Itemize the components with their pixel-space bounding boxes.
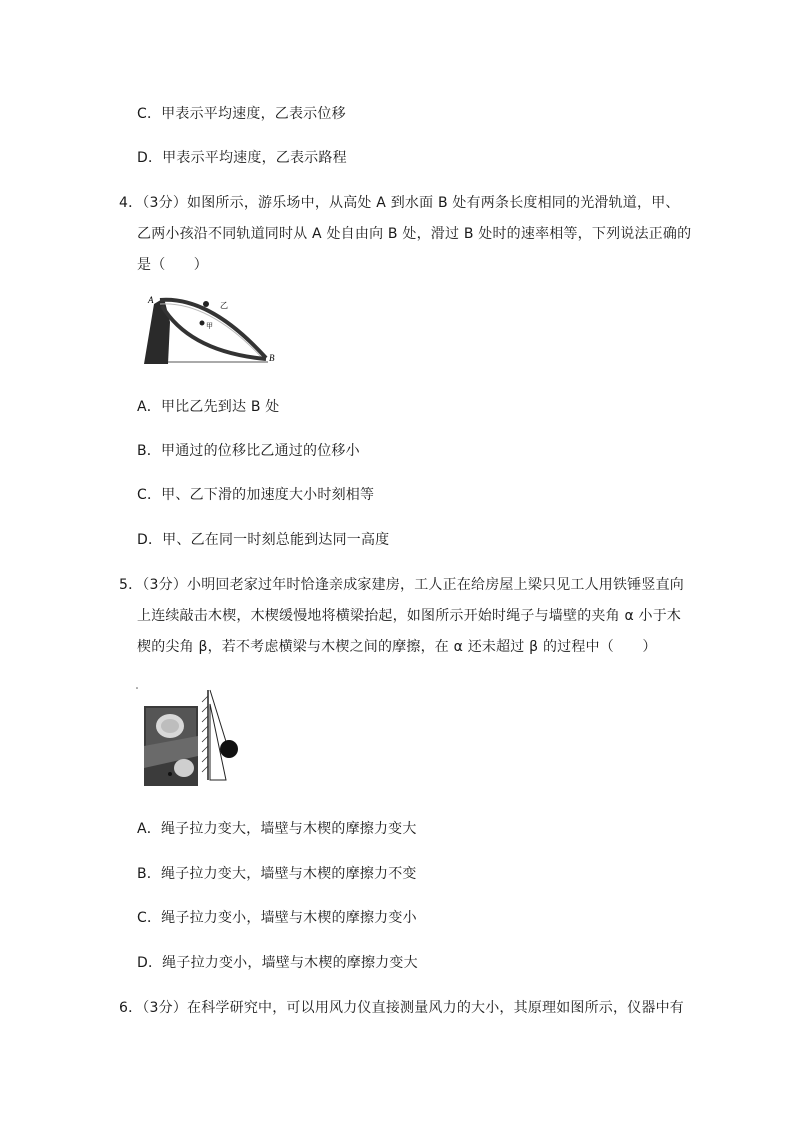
kid-upper xyxy=(203,301,209,307)
q4-stem-line-1: 4．（3分）如图所示，游乐场中，从高处 A 到水面 B 处有两条长度相同的光滑轨道，甲、 xyxy=(119,195,680,211)
kid-lower xyxy=(200,321,205,326)
q4-option-b: B．甲通过的位移比乙通过的位移小 xyxy=(137,443,360,459)
beam-circle xyxy=(220,740,238,758)
q4-option-d: D．甲、乙在同一时刻总能到达同一高度 xyxy=(137,532,390,548)
q5-option-a: A．绳子拉力变大，墙壁与木楔的摩擦力变大 xyxy=(137,821,417,837)
label-b: B xyxy=(269,353,275,363)
q3-option-d: D．甲表示平均速度，乙表示路程 xyxy=(137,150,347,166)
q6-stem-line-1: 6．（3分）在科学研究中，可以用风力仪直接测量风力的大小，其原理如图所示，仪器中有 xyxy=(119,1000,685,1016)
label-a: A xyxy=(148,295,154,305)
q3-option-c: C．甲表示平均速度，乙表示位移 xyxy=(137,106,346,122)
q4-slide-figure xyxy=(140,292,290,367)
q4-option-c: C．甲、乙下滑的加速度大小时刻相等 xyxy=(137,487,375,503)
q5-schematic xyxy=(134,684,254,784)
q5-option-c: C．绳子拉力变小，墙壁与木楔的摩擦力变小 xyxy=(137,910,417,926)
q4-option-a: A．甲比乙先到达 B 处 xyxy=(137,399,280,415)
q5-stem-line-2: 上连续敲击木楔，木楔缓慢地将横梁抬起，如图所示开始时绳子与墙壁的夹角 α 小于木 xyxy=(137,608,682,624)
q5-stem-line-3: 楔的尖角 β，若不考虑横梁与木楔之间的摩擦，在 α 还未超过 β 的过程中（ ） xyxy=(137,639,657,655)
q5-option-b: B．绳子拉力变大，墙壁与木楔的摩擦力不变 xyxy=(137,866,417,882)
q5-option-d: D．绳子拉力变小，墙壁与木楔的摩擦力变大 xyxy=(137,955,418,971)
q4-stem-line-2: 乙两小孩沿不同轨道同时从 A 处自由向 B 处，滑过 B 处时的速率相等，下列说法正确的 xyxy=(137,226,692,242)
wall-hatching xyxy=(202,696,208,772)
q5-stem-line-1: 5．（3分）小明回老家过年时恰逢亲成家建房，工人正在给房屋上梁只见工人用铁锤竖直向 xyxy=(119,577,685,593)
label-yi: 乙 xyxy=(220,301,228,310)
tower-shape xyxy=(144,298,170,364)
label-jia: 甲 xyxy=(206,322,213,330)
q4-stem-line-3: 是（ ） xyxy=(137,257,208,273)
